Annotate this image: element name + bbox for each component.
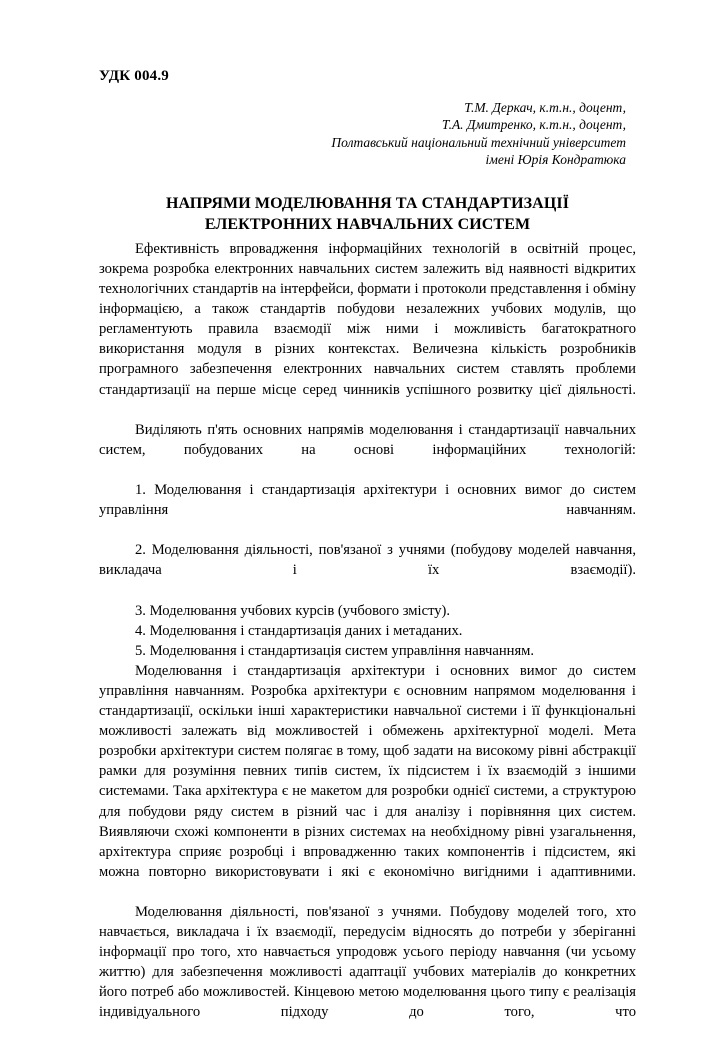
list-item: 1. Моделювання і стандартизація архітектури і основних вимог до систем управління навчанням. — [99, 482, 636, 519]
author-line-1: Т.М. Деркач, к.т.н., доцент, — [464, 99, 626, 115]
udk-code: УДК 004.9 — [99, 68, 169, 84]
page-title — [99, 193, 636, 235]
author-line-2: Т.А. Дмитренко, к.т.н., доцент, — [441, 117, 626, 133]
list-item: 3. Моделювання учбових курсів (учбового змісту). — [135, 602, 451, 619]
list-item: 2. Моделювання діяльності, пов'язаної з учнями (побудову моделей навчання, викладача і їх взаємодії). — [99, 542, 636, 579]
paragraph-lead-in: Виділяють п'ять основних напрямів моделювання і стандартизації навчальних систем, побудованих на основі інформаційних технологій: — [99, 421, 636, 458]
list-item: 4. Моделювання і стандартизація даних і метаданих. — [135, 622, 463, 639]
paragraph-intro: Ефективність впровадження інформаційних технологій в освітній процес, зокрема розробка електронних навчальних систем залежить від наявності відкритих технологічних стандартів на інтерфейси, формати і протоколи представлення і обміну інформацією, а також стандартів побудови незалежних учбових модулів, що регламентують правила взаємодії між ними і можливість багатократного використання модуля в різних контекстах. Величезна кількість розробників програмного забезпечення електронних навчальних систем ставлять проблеми стандартизації на перше місце серед чинників успішного розвитку цієї діяльності. — [99, 240, 636, 398]
title-line-1: НАПРЯМИ МОДЕЛЮВАННЯ ТА СТАНДАРТИЗАЦІЇ — [165, 194, 570, 212]
affiliation-line-2: імені Юрія Кондратюка — [485, 152, 626, 168]
affiliation-line-1: Полтавський національний технічний університет — [331, 134, 626, 150]
author-block — [99, 99, 636, 169]
list-item: 5. Моделювання і стандартизація систем управління навчанням. — [135, 642, 535, 659]
paragraph-architecture: Моделювання і стандартизація архітектури і основних вимог до систем управління навчанням. Розробка архітектури є основним напрямом моделювання і стандартизації, оскільки інші характеристики навчальної системи і її функціональні можливості залежать від можливостей і обмежень архітектурної моделі. Мета розробки архітектури систем полягає в тому, щоб задати на високому рівні абстракції рамки для розуміння певних типів систем, їх підсистем і їх взаємодій з іншими системами. Така архітектура є не макетом для розробки однієї системи, а структурою для побудови ряду систем в різний час і для аналізу і порівняння цих систем. Виявляючи схожі компоненти в різних системах на необхідному рівні узагальнення, архітектура сприяє розробці і впровадженню таких компонентів і підсистем, які можна повторно використовувати і які є економічно вигідними і адаптивними. — [99, 662, 636, 880]
paragraph-activity: Моделювання діяльності, пов'язаної з учнями. Побудову моделей того, хто навчається, викладача і їх взаємодії, передусім відносять до потреби у зберіганні інформації про того, хто навчається упродовж усього періоду навчання (чи усьому життю) для забезпечення можливості адаптації учбових матеріалів до конкретних його потреб або можливостей. Кінцевою метою моделювання цього типу є реалізація індивідуального підходу до того, что — [99, 903, 636, 1021]
title-line-2: ЕЛЕКТРОННИХ НАВЧАЛЬНИХ СИСТЕМ — [204, 215, 531, 233]
